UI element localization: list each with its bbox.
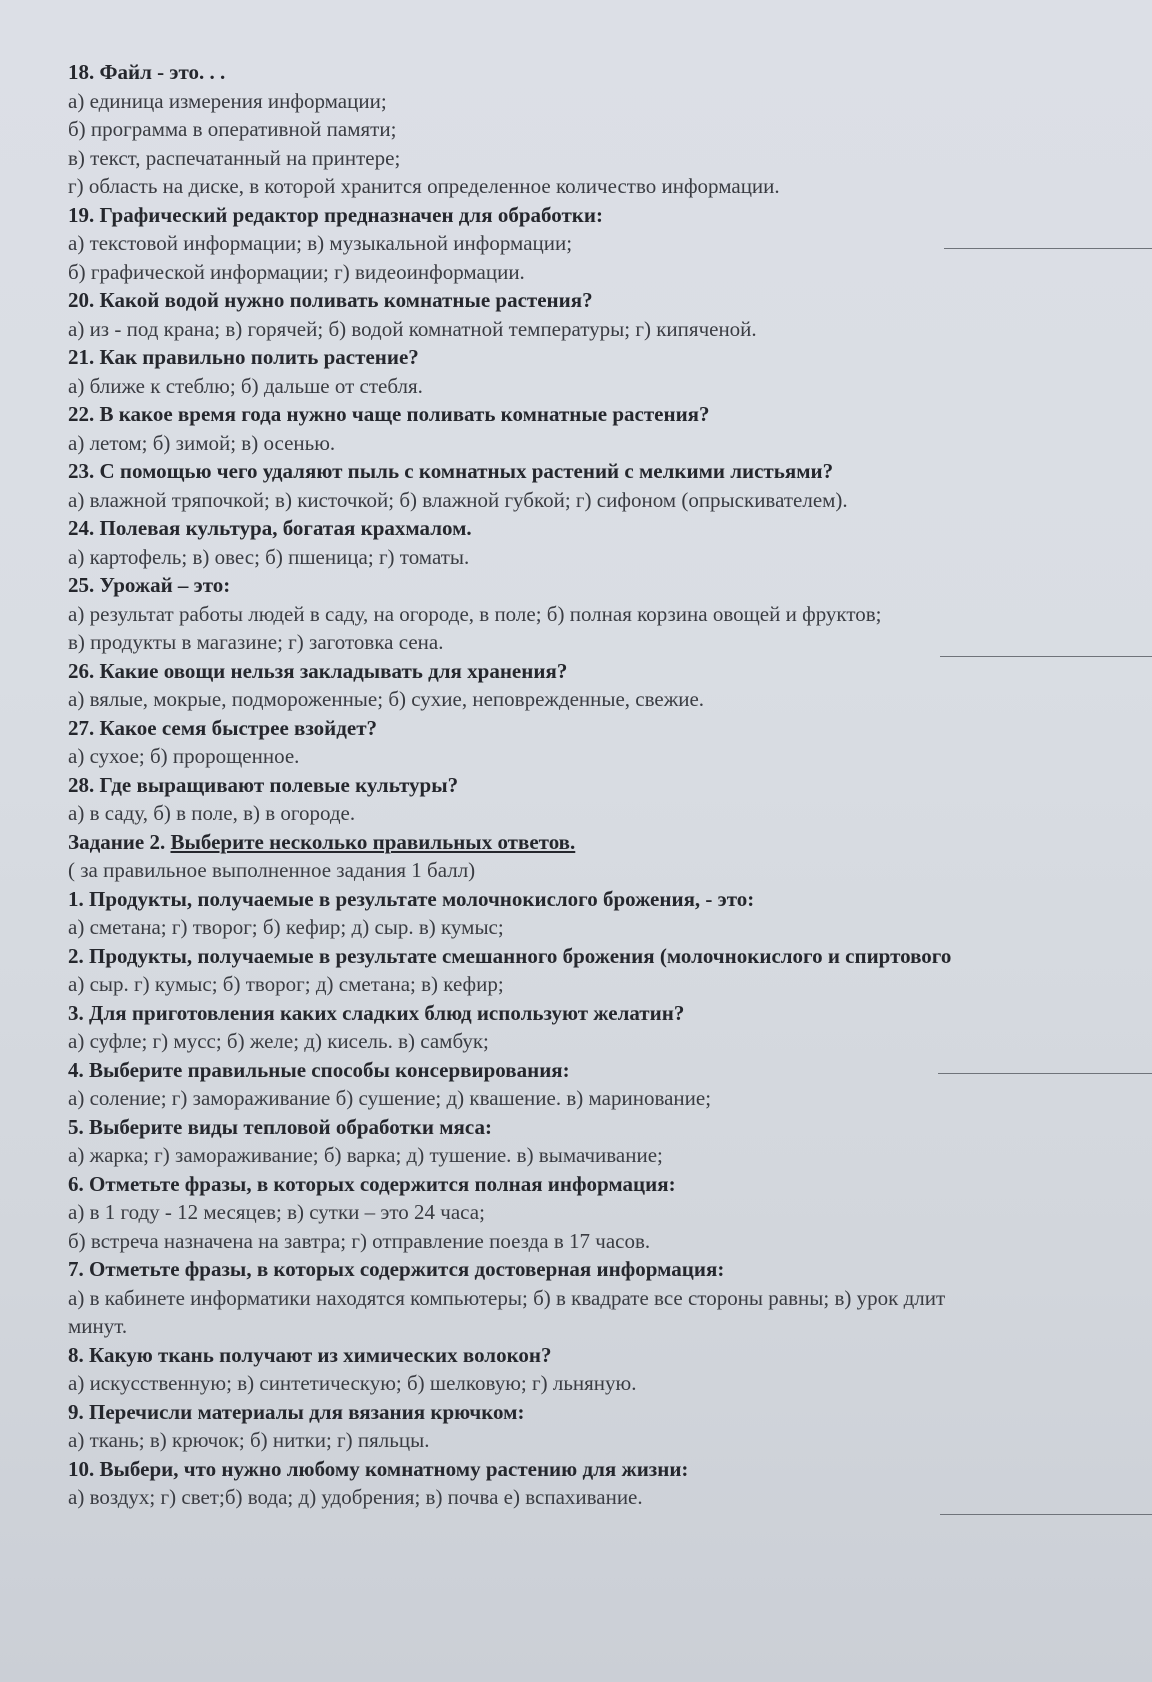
question-text: 23. С помощью чего удаляют пыль с комнатных растений с мелкими листьями?: [68, 459, 834, 483]
answer-line: а) в саду, б) в поле, в) в огороде.: [68, 801, 356, 825]
question-text: 27. Какое семя быстрее взойдет?: [68, 715, 378, 740]
answer-line: а) в 1 году - 12 месяцев; в) сутки – это 24 часа;: [68, 1200, 485, 1224]
question-text: 3. Для приготовления каких сладких блюд используют желатин?: [68, 1000, 685, 1025]
question-text: 9. Перечисли материалы для вязания крючком:: [68, 1399, 525, 1424]
answer-line: а) искусственную; в) синтетическую; б) шелковую; г) льняную.: [68, 1371, 637, 1395]
question-28: [68, 771, 1152, 828]
answer-line: в) продукты в магазине; г) заготовка сена.: [68, 630, 444, 654]
question-20: [68, 286, 1152, 343]
question-text: 10. Выбери, что нужно любому комнатному растению для жизни:: [68, 1456, 689, 1481]
question-text: 6. Отметьте фразы, в которых содержится полная информация:: [68, 1171, 676, 1196]
answer-line: а) суфле; г) мусс; б) желе; д) кисель. в) самбук;: [68, 1029, 489, 1053]
task2-question-1: [68, 885, 1152, 942]
answer-line: а) ближе к стеблю; б) дальше от стебля.: [68, 373, 423, 398]
answer-line: а) результат работы людей в саду, на огороде, в поле; б) полная корзина овощей и фруктов;: [68, 601, 882, 626]
question-27: [68, 714, 1152, 771]
answer-blank-line: [940, 656, 1152, 657]
question-text: 24. Полевая культура, богатая крахмалом.: [68, 516, 472, 540]
task2-question-3: [68, 999, 1152, 1056]
answer-blank-line: [938, 1073, 1152, 1074]
answer-line: а) из - под крана; в) горячей; б) водой комнатной температуры; г) кипяченой.: [68, 316, 757, 341]
answer-line: а) сыр. г) кумыс; б) творог; д) сметана; в) кефир;: [68, 972, 504, 996]
question-19: [68, 201, 1152, 287]
answer-line: в) текст, распечатанный на принтере;: [68, 145, 401, 170]
answer-blank-line: [944, 248, 1152, 249]
answer-line: а) в кабинете информатики находятся компьютеры; б) в квадрате все стороны равны; в) урок длит: [68, 1285, 946, 1310]
answer-line: а) воздух; г) свет;б) вода; д) удобрения; в) почва е) вспахивание.: [68, 1485, 643, 1509]
question-text: 5. Выберите виды тепловой обработки мяса:: [68, 1114, 492, 1139]
answer-line: а) влажной тряпочкой; в) кисточкой; б) влажной губкой; г) сифоном (опрыскивателем).: [68, 487, 848, 512]
question-text: 20. Какой водой нужно поливать комнатные растения?: [68, 288, 593, 312]
answer-line: а) ткань; в) крючок; б) нитки; г) пяльцы.: [68, 1428, 430, 1452]
question-22: [68, 400, 1152, 457]
answer-line: б) программа в оперативной памяти;: [68, 117, 397, 141]
answer-line: а) соление; г) замораживание б) сушение; д) квашение. в) маринование;: [68, 1086, 712, 1110]
question-text: 25. Урожай – это:: [68, 573, 231, 597]
question-26: [68, 657, 1152, 714]
task2-question-6: [68, 1170, 1152, 1256]
answer-line: минут.: [68, 1314, 128, 1338]
question-text: 28. Где выращивают полевые культуры?: [68, 772, 459, 797]
answer-blank-line: [940, 1514, 1152, 1515]
question-text: 7. Отметьте фразы, в которых содержится достоверная информация:: [68, 1257, 725, 1281]
task-2-note: ( за правильное выполненное задания 1 балл): [68, 858, 476, 882]
answer-line: а) текстовой информации; в) музыкальной информации;: [68, 231, 573, 255]
answer-line: б) графической информации; г) видеоинформации.: [68, 259, 525, 284]
question-24: [68, 514, 1152, 571]
question-25: [68, 571, 1152, 657]
answer-line: а) единица измерения информации;: [68, 88, 387, 113]
question-23: [68, 457, 1152, 514]
task2-question-7: [68, 1255, 1152, 1341]
question-text: 18. Файл - это. . .: [68, 60, 226, 84]
question-18: [68, 58, 1152, 201]
answer-line: б) встреча назначена на завтра; г) отправление поезда в 17 часов.: [68, 1228, 651, 1253]
task2-question-4: [68, 1056, 1152, 1113]
task-2-title: Выберите несколько правильных ответов.: [170, 829, 576, 854]
answer-line: а) картофель; в) овес; б) пшеница; г) томаты.: [68, 544, 470, 569]
task2-question-10: [68, 1455, 1152, 1512]
task2-question-8: [68, 1341, 1152, 1398]
answer-line: а) сухое; б) пророщенное.: [68, 744, 300, 768]
answer-line: а) сметана; г) творог; б) кефир; д) сыр. в) кумыс;: [68, 915, 504, 939]
task2-question-5: [68, 1113, 1152, 1170]
task-2-heading: [68, 828, 1152, 857]
answer-line: а) жарка; г) замораживание; б) варка; д) тушение. в) вымачивание;: [68, 1143, 663, 1167]
task2-question-2: [68, 942, 1152, 999]
question-text: 21. Как правильно полить растение?: [68, 345, 419, 369]
answer-line: г) область на диске, в которой хранится определенное количество информации.: [68, 174, 780, 198]
question-text: 22. В какое время года нужно чаще поливать комнатные растения?: [68, 402, 710, 426]
task-2-prefix: Задание 2.: [68, 829, 171, 854]
worksheet-content: [68, 58, 1152, 1512]
question-text: 8. Какую ткань получают из химических волокон?: [68, 1342, 552, 1367]
question-text: 19. Графический редактор предназначен для обработки:: [68, 202, 603, 227]
question-21: [68, 343, 1152, 400]
question-text: 4. Выберите правильные способы консервирования:: [68, 1057, 570, 1082]
question-text: 26. Какие овощи нельзя закладывать для хранения?: [68, 658, 568, 683]
question-text: 2. Продукты, получаемые в результате смешанного брожения (молочнокислого и спиртового: [68, 943, 952, 968]
question-text: 1. Продукты, получаемые в результате молочнокислого брожения, - это:: [68, 886, 755, 911]
answer-line: а) вялые, мокрые, подмороженные; б) сухие, неповрежденные, свежие.: [68, 687, 705, 711]
task2-question-9: [68, 1398, 1152, 1455]
answer-line: а) летом; б) зимой; в) осенью.: [68, 430, 336, 455]
